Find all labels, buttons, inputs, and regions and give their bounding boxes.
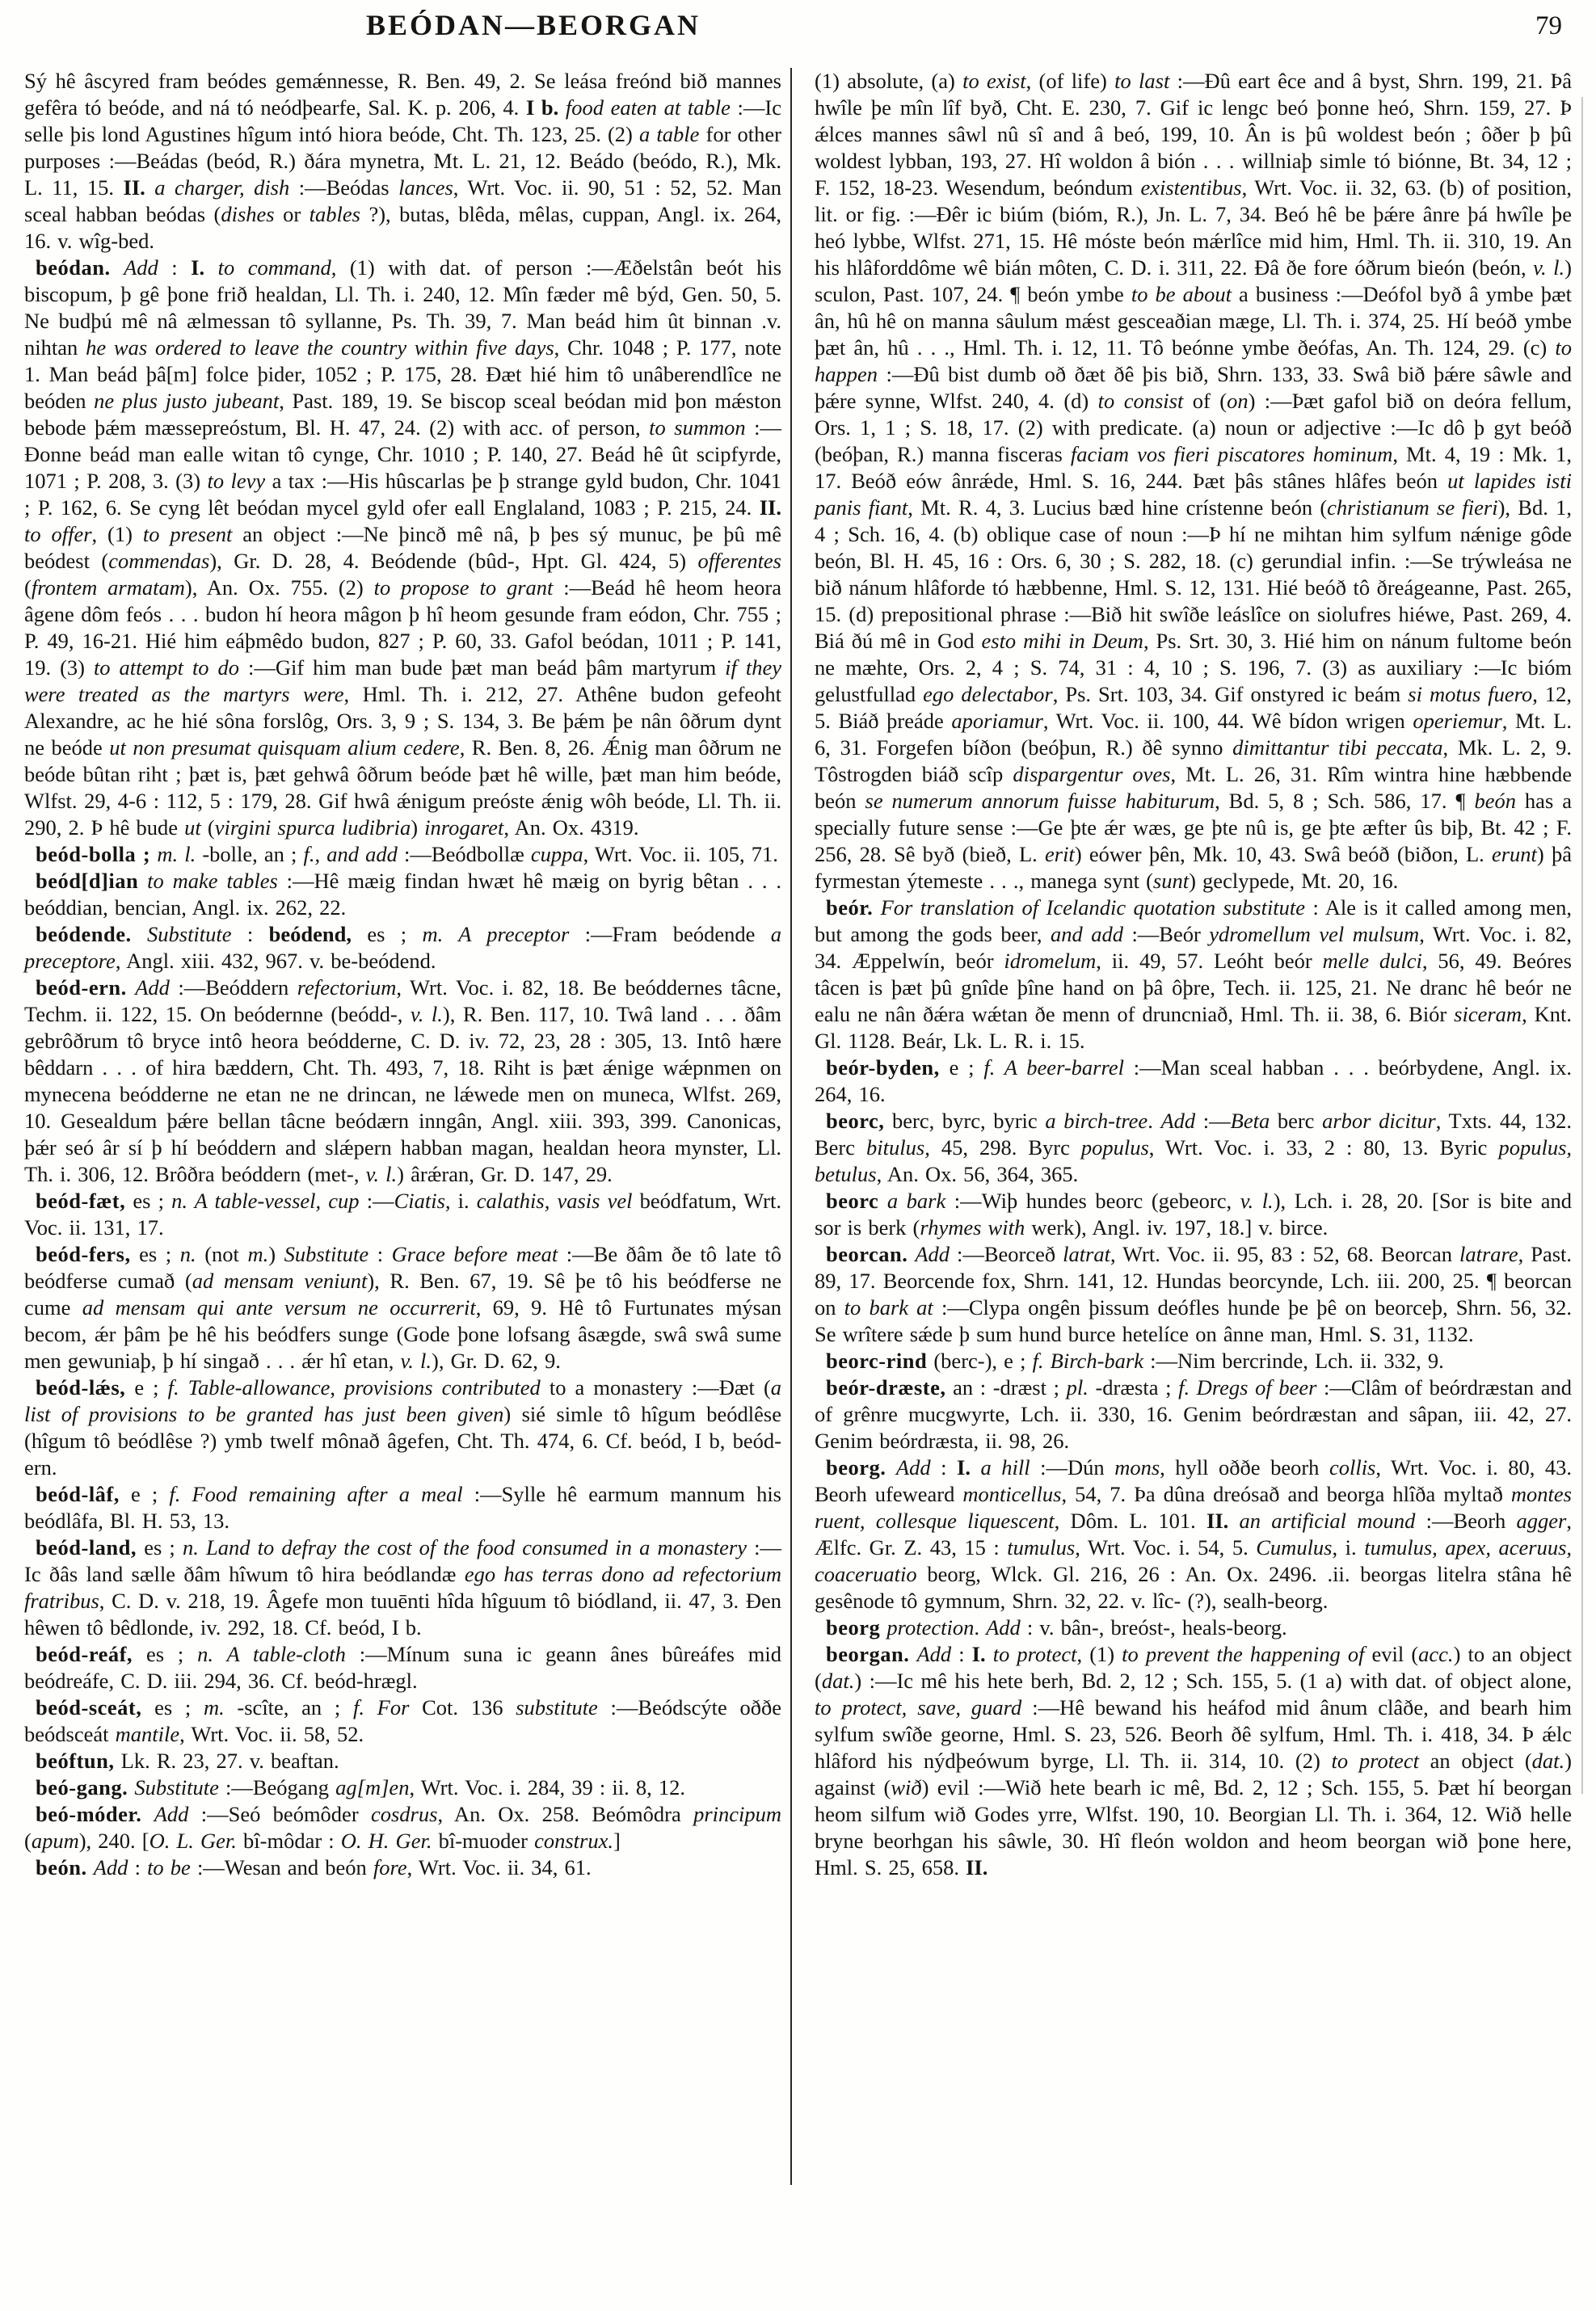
- entry-headword: beón.: [36, 1855, 87, 1880]
- dict-entry: [24, 255, 781, 841]
- entry-headword: beór-byden,: [826, 1055, 940, 1080]
- entry-headword: beódende.: [36, 922, 132, 946]
- entry-headword: beorgan.: [826, 1642, 910, 1666]
- entry-body: Lk. R. 23, 27. v. beaftan.: [114, 1749, 339, 1773]
- entry-headword: beódan.: [36, 255, 111, 280]
- entry-headword: beód-bolla ;: [36, 842, 151, 866]
- entry-body: es ; n. Land to defray the cost of the food consumed in a monastery :—Ic ðâs land sælle ðâm hîwum tô hira beódlandæ ego has terras dono ad refectorium fratribus, C. D. v. 218, 19. Âgefe mon tuuēnti hîda hîguum tô biódland, ii. 47, 3. Ðen hêwen tô bêdlonde, iv. 292, 18. Cf. beód, I b.: [24, 1535, 782, 1640]
- entry-body: Add : I. to protect, (1) to prevent the happening of evil (acc.) to an object (dat.) :—Ic mê his hete berh, Bd. 2, 12 ; Sch. 155, 5. (1 a) with dat. of object alone, to protect, save, guard :—Hê bewand his heáfod mid ânum clâðe, and bearh him sylfum swîðe georne, Hml. S. 23, 526. Beorh ðê sylfum, Hml. Th. i. 418, 34. Þ ǽlc hlâford his nýdþeówum byrge, Ll. Th. ii. 314, 10. (2) to protect an object (dat.) against (wið) evil :—Wið hete bearh ic mê, Bd. 2, 12 ; Sch. 155, 5. Þæt hí beorgan heom silfum wið Godes yrre, Wlfst. 190, 10. Beorgian Ll. Th. i. 364, 12. Wið helle bryne beorhgan his sâwle, 30. Hî fleón woldon and heom beorgan wið þone here, Hml. S. 25, 658. II.: [815, 1642, 1573, 1880]
- entry-headword: beód-ern.: [36, 975, 127, 1000]
- entry-headword: beorc,: [826, 1109, 885, 1133]
- dict-entry: [815, 1188, 1572, 1241]
- entry-headword: beód-reáf,: [36, 1642, 133, 1666]
- dict-entry: [24, 1374, 781, 1481]
- dict-entry: [24, 1241, 781, 1374]
- entry-headword: beorc-rind: [826, 1349, 928, 1373]
- entry-body: Add :—Beóddern refectorium, Wrt. Voc. i. 82, 18. Be beóddernes tâcne, Techm. ii. 122, 15. On beódernne (beódd-, v. l.), R. Ben. 117, 10. Twâ land . . . ðâm gebrôðrum tô bryce intô heora beódderne, C. D. iv. 72, 23, 28 : 305, 13. Intô hære bêddarn . . . of hira bæddern, Cht. Th. 493, 7, 18. Riht is þæt ǽnige wǽpnmen on mynecena beódderne ne etan ne ne drincan, ne lǽwede men on muneca, Wlfst. 269, 10. Gesealdum þǽre bellan tâcne beódærn inngân, Angl. xiii. 393, 399. Canonicas, þǽr seó âr sí þ hí beóddern and slǽpern habban magan, healdan heora mynster, Ll. Th. i. 306, 12. Brôðra beóddern (met-, v. l.) ârǽran, Gr. D. 147, 29.: [24, 975, 782, 1186]
- text-block: [24, 68, 1572, 2250]
- entry-body: es ; n. A table-vessel, cup :—Ciatis, i. calathis, vasis vel beódfatum, Wrt. Voc. ii. 131, 17.: [24, 1189, 781, 1240]
- dict-entry: [24, 1748, 781, 1774]
- entry-headword: beó-móder.: [36, 1802, 142, 1826]
- entry-body: a bark :—Wiþ hundes beorc (gebeorc, v. l.), Lch. i. 28, 20. [Sor is bite and sor is berk (rhymes with werk), Angl. iv. 197, 18.] v. birce.: [815, 1189, 1572, 1240]
- entry-body: (berc-), e ; f. Birch-bark :—Nim bercrinde, Lch. ii. 332, 9.: [927, 1349, 1444, 1373]
- dict-entry: [24, 1694, 781, 1748]
- entry-body: Substitute :—Beógang ag[m]en, Wrt. Voc. i. 284, 39 : ii. 8, 12.: [134, 1775, 685, 1800]
- dict-entry: [24, 1481, 781, 1534]
- entry-headword: beód-fers,: [36, 1242, 131, 1266]
- entry-headword: beód[d]ian: [36, 869, 139, 893]
- entry-body: an : -dræst ; pl. -dræsta ; f. Dregs of beer :—Clâm of beórdræstan and of grênre mucgwyrte, Lch. ii. 330, 16. Genim beórdræstan and sâpan, iii. 42, 27. Genim beórdræsta, ii. 98, 26.: [815, 1375, 1573, 1453]
- entry-body: (1) absolute, (a) to exist, (of life) to last :—Ðû eart êce and â byst, Shrn. 199, 21. Þâ hwîle þe mîn lîf byð, Cht. E. 230, 7. Gif ic lengc beó þonne heó, Shrn. 159, 27. Þ ǽlces mannes sâwl nû sî and â beó, 199, 10. Ân is þû woldest beón ; ôðer þ þû woldest lybban, 193, 27. Hî woldon â bión . . . willniaþ simle tó biónne, Bt. 34, 12 ; F. 152, 18-23. Wesendum, beóndum existentibus, Wrt. Voc. ii. 32, 63. (b) of position, lit. or fig. :—Ðêr ic biúm (bióm, R.), Jn. L. 7, 34. Beó hê be þǽre ânre þá hwîle þe heó lybbe, Wlfst. 271, 15. Hê móste beón mǽrlîce mid him, Hml. Th. ii. 310, 19. An his hlâforddôme wê bián môten, C. D. i. 311, 22. Ðâ ðe fore óðrum bieón (beón, v. l.) sculon, Past. 107, 24. ¶ beón ymbe to be about a business :—Deófol byð â ymbe þæt ân, hû hê on manna sâulum mǽst gesceaðian mæge, Ll. Th. i. 374, 25. Hí beóð ymbe þæt ân, hû . . ., Hml. Th. i. 12, 11. Tô beónne ymbe ðeófas, An. Th. 124, 29. (c) to happen :—Ðû bist dumb oð ðæt ðê þis bið, Shrn. 133, 33. Swâ bið þǽre sâwle and þǽre synne, Wlfst. 240, 4. (d) to consist of (on) :—Þæt gafol bið on deóra fellum, Ors. 1, 1 ; S. 18, 17. (2) with predicate. (a) noun or adjective :—Ic dô þ gyt beóð (beóþan, R.) manna fisceras faciam vos fieri piscatores hominum, Mt. 4, 19 : Mk. 1, 17. Beóð eów ânrǽde, Hml. S. 16, 244. Þæt þâs stânes hlâfes beón ut lapides isti panis fiant, Mt. R. 4, 3. Lucius bæd hine crístenne beón (christianum se fieri), Bd. 1, 4 ; Sch. 16, 4. (b) oblique case of noun :—Þ hí ne mihtan him sylfum nǽnige gôde beón, Bl. H. 45, 16 : Ors. 6, 30 ; S. 282, 18. (c) gerundial infin. :—Se trýwleása ne bið nánum hlâforde tó hæbbenne, Hml. S. 12, 131. Hié beóð tô ðreágeanne, Past. 265, 15. (d) prepositional phrase :—Bið hit swîðe leáslîce on siolufres hiéwe, Past. 269, 4. Biá ðú mê in God esto mihi in Deum, Ps. Srt. 30, 3. Hié him on nánum fultome beón ne mæhte, Ors. 2, 4 ; S. 74, 31 : 4, 10 ; S. 196, 7. (3) as auxiliary :—Ic bióm gelustfullad ego delectabor, Ps. Srt. 103, 34. Gif onstyred ic beám si motus fuero, 12, 5. Biáð þreáde aporiamur, Wrt. Voc. ii. 100, 44. Wê bídon wrigen operiemur, Mt. L. 6, 31. Forgefen bíðon (beóþun, R.) ðê synno dimittantur tibi peccata, Mk. L. 2, 9. Tôstrogden biáð scîp dispargentur oves, Mt. L. 26, 31. Rîm wintra hine hæbbende beón se numerum annorum fuisse habiturum, Bd. 5, 8 ; Sch. 586, 17. ¶ beón has a specially future sense :—Ge þte ǽr wæs, ge þte nû is, ge þte æfter ûs biþ, Bt. 42 ; F. 256, 28. Sê byð (bieð, L. erit) eówer þên, Mk. 10, 43. Swâ beóð (biðon, L. erunt) þâ fyrmestan ýtemeste . . ., manega synt (sunt) geclypede, Mt. 20, 16.: [815, 69, 1573, 893]
- dict-entry: [815, 1374, 1572, 1454]
- entry-body: For translation of Icelandic quotation substitute : Ale is it called among men, but among the gods beer, and add :—Beór ydromellum vel mulsum, Wrt. Voc. i. 82, 34. Æppelwín, beór idromelum, ii. 49, 57. Leóht beór melle dulci, 56, 49. Beóres tâcen is þæt þû gnîde þîne hand on þâ ôþre, Tech. ii. 125, 21. Ne dranc hê beór ne ealu ne nân ðǽra wǽtan ðe menn of druncniað, Hml. Th. ii. 38, 6. Biór siceram, Knt. Gl. 1128. Beár, Lk. L. R. i. 15.: [815, 895, 1573, 1053]
- entry-body: Substitute : beódend, es ; m. A preceptor :—Fram beódende a preceptore, Angl. xiii. 432, 967. v. be-beódend.: [24, 922, 782, 973]
- page-number: 79: [1535, 11, 1562, 40]
- entry-body: protection. Add : v. bân-, breóst-, heals-beorg.: [886, 1615, 1287, 1640]
- dict-entry: [815, 1614, 1572, 1641]
- entry-headword: beód-lâf,: [36, 1482, 120, 1506]
- entry-body: e ; f. Food remaining after a meal :—Sylle hê earmum mannum his beódlâfa, Bl. H. 53, 13.: [24, 1482, 781, 1533]
- entry-headword: beód-land,: [36, 1535, 137, 1560]
- dict-entry: [24, 1641, 781, 1694]
- column-divider-rule: [790, 68, 792, 2185]
- dict-entry: [24, 841, 781, 868]
- entry-body: berc, byrc, byric a birch-tree. Add :—Beta berc arbor dicitur, Txts. 44, 132. Berc bitulus, 45, 298. Byrc populus, Wrt. Voc. i. 33, 2 : 80, 13. Byric populus, betulus, An. Ox. 56, 364, 365.: [815, 1109, 1573, 1186]
- dict-entry: [24, 974, 781, 1188]
- entry-headword: beór.: [826, 895, 874, 920]
- entry-headword: beód-fæt,: [36, 1189, 126, 1213]
- entry-body: Add :—Beorceð latrat, Wrt. Voc. ii. 95, 83 : 52, 68. Beorcan latrare, Past. 89, 17. Beorcende fox, Shrn. 141, 12. Hundas beorcynde, Lch. iii. 200, 25. ¶ beorcan on to bark at :—Clypa ongên þissum deófles hunde þe þê on beorceþ, Shrn. 56, 32. Se wrîtere sǽde þ sum hund burce hetelíce on ânne man, Hml. S. 31, 1132.: [815, 1242, 1573, 1346]
- entry-headword: beorcan.: [826, 1242, 908, 1266]
- page-header: [0, 8, 1596, 53]
- dict-entry-continuation: [815, 68, 1572, 895]
- page-edge-shadow: [1581, 97, 1583, 1794]
- entry-body: es ; n. A table-cloth :—Mínum suna ic geann ânes bûreáfes mid beódreáfe, C. D. iii. 294, 36. Cf. beód-hrægl.: [24, 1642, 782, 1693]
- entry-headword: beó-gang.: [36, 1775, 128, 1800]
- dict-entry: [815, 895, 1572, 1054]
- right-column: [815, 68, 1572, 2250]
- entry-body: Add : I. a hill :—Dún mons, hyll oððe beorh collis, Wrt. Voc. i. 80, 43. Beorh ufeweard monticellus, 54, 7. Þa dûna dreósað and beorga hlîða myltað montes ruent, collesque liquescent, Dôm. L. 101. II. an artificial mound :—Beorh agger, Ælfc. Gr. Z. 43, 15 : tumulus, Wrt. Voc. i. 54, 5. Cumulus, i. tumulus, apex, aceruus, coaceruatio beorg, Wlck. Gl. 216, 26 : An. Ox. 2496. .ii. beorgas litelra stâna hê gesênode tô gymnum, Shrn. 32, 22. v. lîc- (?), sealh-beorg.: [815, 1455, 1573, 1613]
- dict-entry: [815, 1054, 1572, 1108]
- dict-entry-continuation: [24, 68, 781, 255]
- entry-headword: beorc: [826, 1189, 879, 1213]
- entry-body: es ; m. -scîte, an ; f. For Cot. 136 substitute :—Beódscýte oððe beódsceát mantile, Wrt. Voc. ii. 58, 52.: [24, 1695, 782, 1746]
- dict-entry: [24, 1801, 781, 1854]
- dict-entry: [24, 1188, 781, 1241]
- dict-entry: [24, 1534, 781, 1641]
- entry-headword: beorg: [826, 1615, 881, 1640]
- dict-entry: [815, 1641, 1572, 1881]
- running-title: BEÓDAN—BEORGAN: [365, 9, 701, 41]
- entry-body: e ; f. Table-allowance, provisions contributed to a monastery :—Ðæt (a list of provisions to be granted has just been given) sié simle tô hîgum beódlêse (hîgum tô beódlêse ?) ymb twelf mônað âgefen, Cht. Th. 474, 6. Cf. beód, I b, beód-ern.: [24, 1375, 782, 1480]
- dict-entry: [815, 1241, 1572, 1348]
- entry-headword: beóftun,: [36, 1749, 115, 1773]
- dict-entry: [24, 921, 781, 974]
- entry-headword: beód-sceát,: [36, 1695, 142, 1720]
- left-column: [24, 68, 781, 2250]
- entry-headword: beorg.: [826, 1455, 886, 1480]
- entry-body: e ; f. A beer-barrel :—Man sceal habban . . . beórbydene, Angl. ix. 264, 16.: [815, 1055, 1573, 1106]
- dict-entry: [24, 1854, 781, 1881]
- entry-body: Add :—Seó beómôder cosdrus, An. Ox. 258. Beómôdra principum (apum), 240. [O. L. Ger. bî-môdar : O. H. Ger. bî-muoder construx.]: [24, 1802, 782, 1853]
- entry-body: Add : to be :—Wesan and beón fore, Wrt. Voc. ii. 34, 61.: [93, 1855, 592, 1880]
- dict-entry: [24, 1774, 781, 1801]
- dict-entry: [815, 1108, 1572, 1188]
- entry-headword: beód-lǽs,: [36, 1375, 126, 1400]
- dict-entry: [815, 1454, 1572, 1614]
- dict-entry: [815, 1348, 1572, 1374]
- entry-body: es ; n. (not m.) Substitute : Grace before meat :—Be ðâm ðe tô late tô beódferse cumað (ad mensam veniunt), R. Ben. 67, 19. Sê þe tô his beódferse ne cume ad mensam qui ante versum ne occurrerit, 69, 9. Hê tô Furtunates mýsan becom, ǽr þâm þe hê his beódfers sunge (Gode þone lofsang âsægde, swâ swâ sume men gewuniaþ, þ hí singað . . . ǽr hî etan, v. l.), Gr. D. 62, 9.: [24, 1242, 782, 1373]
- entry-body: Add : I. to command, (1) with dat. of person :—Æðelstân beót his biscopum, þ gê þone frið healdan, Ll. Th. i. 240, 12. Mîn fæder mê býd, Gen. 50, 5. Ne budþú mê nâ ælmessan tô syllanne, Ps. Th. 39, 7. Man beád him ût binnan .v. nihtan he was ordered to leave the country within five days, Chr. 1048 ; P. 177, note 1. Man beád þâ[m] folce þider, 1052 ; P. 175, 28. Ðæt hié him tô unâberendlîce ne beóden ne plus justo jubeant, Past. 189, 19. Se biscop sceal beódan mid þon mǽston bebode þǽm mæssepreóstum, Bl. H. 47, 24. (2) with acc. of person, to summon :—Ðonne beád man ealle witan tô cynge, Chr. 1010 ; P. 140, 27. Beád hê ût scipfyrde, 1071 ; P. 208, 3. (3) to levy a tax :—His hûscarlas þe þ strange gyld budon, Chr. 1041 ; P. 162, 6. Se cyng lêt beódan mycel gyld ofer eall Englaland, 1083 ; P. 215, 24. II. to offer, (1) to present an object :—Ne þincð mê nâ, þ þes sý munuc, þe þû mê beódest (commendas), Gr. D. 28, 4. Beódende (bûd-, Hpt. Gl. 424, 5) offerentes (frontem armatam), An. Ox. 755. (2) to propose to grant :—Beád hê heom heora âgene dôm feós . . . budon hí heora mâgon þ hî heom gesunde fram eódon, Chr. 755 ; P. 49, 16-21. Hié him eáþmêdo budon, 827 ; P. 60, 33. Gafol beódan, 1011 ; P. 141, 19. (3) to attempt to do :—Gif him man bude þæt man beád þâm martyrum if they were treated as the martyrs were, Hml. Th. i. 212, 27. Athêne budon gefeoht Alexandre, ac he hié sôna forslôg, Ors. 3, 9 ; S. 134, 3. Be þǽm þe nân ôðrum dynt ne beóde ut non presumat quisquam alium cedere, R. Ben. 8, 26. Ǽnig man ôðrum ne beóde bûtan riht ; þæt is, þæt gehwâ ôðrum beóde þæt hê wille, þæt man him beóde, Wlfst. 29, 4-6 : 112, 5 : 179, 28. Gif hwâ ǽnigum preóste ǽnig wôh beóde, Ll. Th. ii. 290, 2. Þ hê bude ut (virgini spurca ludibria) inrogaret, An. Ox. 4319.: [24, 255, 782, 840]
- entry-body: m. l. -bolle, an ; f., and add :—Beódbollæ cuppa, Wrt. Voc. ii. 105, 71.: [157, 842, 778, 866]
- entry-headword: beór-dræste,: [826, 1375, 946, 1400]
- dict-entry: [24, 868, 781, 921]
- entry-body: to make tables :—Hê mæig findan hwæt hê mæig on byrig bêtan . . . beóddian, bencian, Angl. ix. 262, 22.: [24, 869, 782, 920]
- entry-body: Sý hê âscyred fram beódes gemǽnnesse, R. Ben. 49, 2. Se leása freónd bið mannes gefêra tó beóde, and ná tó neódþearfe, Sal. K. p. 206, 4. I b. food eaten at table :—Ic selle þis lond Agustines hîgum intó hiora beóde, Cht. Th. 123, 25. (2) a table for other purposes :—Beádas (beód, R.) ðára mynetra, Mt. L. 21, 12. Beádo (beódo, R.), Mk. L. 11, 15. II. a charger, dish :—Beódas lances, Wrt. Voc. ii. 90, 51 : 52, 52. Man sceal habban beódas (dishes or tables ?), butas, blêda, mêlas, cuppan, Angl. ix. 264, 16. v. wîg-bed.: [24, 69, 782, 253]
